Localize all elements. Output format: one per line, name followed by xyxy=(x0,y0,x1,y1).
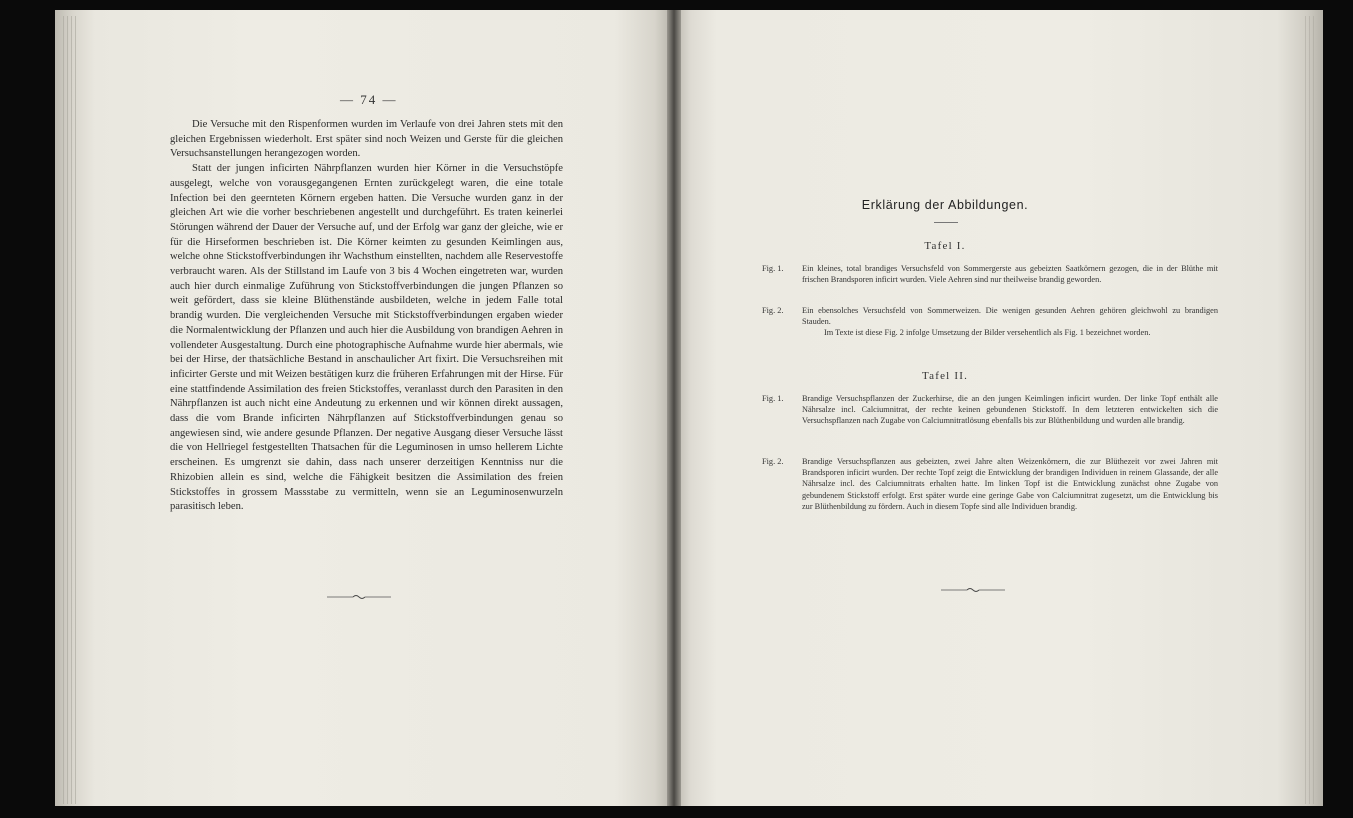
page-number: — 74 — xyxy=(340,92,398,107)
figure-label: Fig. 2. xyxy=(762,457,784,466)
plate-1-figure-2 xyxy=(762,305,1218,339)
left-body-text xyxy=(170,118,563,515)
end-ornament-left xyxy=(327,594,391,600)
figure-caption-note: Im Texte ist diese Fig. 2 infolge Umsetzung der Bilder versehentlich als Fig. 1 bezeichnet worden. xyxy=(824,328,1151,338)
end-ornament-right xyxy=(941,587,1005,593)
figure-caption: Ein kleines, total brandiges Versuchsfeld von Sommergerste aus gebeizten Saatkörnern gezogen, die in der Blüthe mit frischen Brandsporen inficirt wurden. Viele Aehren sind nur theilweise brandig geworden. xyxy=(802,264,1218,285)
heading-rule xyxy=(934,222,958,223)
explanation-heading: Erklärung der Abbildungen. xyxy=(861,198,1029,212)
page-edges-right xyxy=(1305,16,1317,804)
plate-title-2: Tafel II. xyxy=(921,370,969,382)
figure-label: Fig. 2. xyxy=(762,306,784,315)
book-gutter xyxy=(667,10,681,806)
plate-1-figure-1 xyxy=(762,263,1218,285)
paragraph-2: Statt der jungen inficirten Nährpflanzen wurden hier Körner in die Versuchstöpfe ausgelegt, welche von vorausgegangenen Ernten zurückgelegt waren, die eine totale Infection bei den geernteten Körnern ergeben hatten. Die Versuche wurden ganz in der gleichen Art wie die vorher beschriebenen angestellt und durchgeführt. Es traten keinerlei Störungen während der Dauer der Versuche auf, und der Erfolg war ganz der gleiche, wie er für die Hirseformen beschrieben ist. Die Körner keimten zu gesunden Keimlingen aus, welche ohne Stickstoffverbindungen ihr Wachsthum einstellten, nachdem alle Reservestoffe verbraucht waren. Als der Stillstand im Laufe von 3 bis 4 Wochen eingetreten war, wurden auch hier durch einmalige Zuführung von Stickstoffverbindungen die jungen Pflanzen so weit gefördert, dass sie kleine Blüthenstände ausbildeten, welche in jedem Falle total brandig wurden. Die vergleichenden Versuche mit Stickstoffverbindungen ergaben wieder die Normalentwicklung der Pflanzen und auch hier die Ausbildung von brandigen Aehren in vollendeter Ausgestaltung. Durch eine photographische Aufnahme wurde hier abermals, wie bei der Hirse, der thatsächliche Bestand in anschaulicher Art fixirt. Die Versuchsreihen mit inficirter Gerste und mit Weizen bestätigen kurz die früheren Erfahrungen mit der Hirse. Für eine stattfindende Assimilation des freien Stickstoffes, veranlasst durch den Parasiten in den Nährpflanzen ist auch nicht eine Andeutung zu erkennen und wir können direkt aussagen, dass die vom Brande inficirten Nährpflanzen auf Stickstoffverbindungen genau so angewiesen sind, wie andere gesunde Pflanzen. Der negative Ausgang dieser Versuche lässt die von Hellriegel festgestellten Thatsachen für die Leguminosen in umso hellerem Lichte erscheinen. Es umgrenzt sie dahin, dass nach unserer derzeitigen Kenntniss nur die Rhizobien allein es sind, welche die Fähigkeit besitzen die Assimilation des freien Stickstoffes in grossem Massstabe zu vermitteln, wenn sie an Leguminosenwurzeln parasitisch leben. xyxy=(170,163,563,513)
figure-label: Fig. 1. xyxy=(762,264,784,273)
page-edges-left xyxy=(63,16,79,804)
figure-caption: Brandige Versuchspflanzen der Zuckerhirse, die an den jungen Keimlingen inficirt wurden. Der linke Topf enthält alle Nährsalze incl. Calciumnitrat, der rechte keinen gebundenen Stickstoff. In dem letzteren entwickelten sich die Versuchspflanzen nach Zugabe von Calciumnitratlösung ebenfalls bis zur Blüthenbildung und wurden alle brandig. xyxy=(802,394,1218,426)
paragraph-1: Die Versuche mit den Rispenformen wurden im Verlaufe von drei Jahren stets mit den gleichen Ergebnissen wiederholt. Erst später sind noch Weizen und Gerste für die gleichen Versuchsanstellungen herangezogen worden. xyxy=(170,119,563,160)
plate-title-1: Tafel I. xyxy=(924,240,966,252)
plate-2-figure-2 xyxy=(762,456,1218,512)
figure-caption: Brandige Versuchspflanzen aus gebeizten, zwei Jahre alten Weizenkörnern, die zur Blüthezeit vor zwei Jahren mit Brandsporen inficirt wurden. Der rechte Topf zeigt die Entwicklung der brandigen Individuen in reinem Glassande, der alle Nährsalze incl. des Calciumnitrats erhalten hatte. Im linken Topf ist die Entwicklung zunächst ohne Zugabe von gebundenem Stickstoff erfolgt. Erst später wurde eine geringe Gabe von Calciumnitrat zugesetzt, um die Entwicklung bis zur Blüthenbildung zu fördern. Auch in diesem Topfe sind alle Individuen brandig. xyxy=(802,457,1218,511)
plate-2-figure-1 xyxy=(762,393,1218,427)
figure-caption: Ein ebensolches Versuchsfeld von Sommerweizen. Die wenigen gesunden Aehren gehören gleichwohl zu brandigen Stauden. xyxy=(802,306,1218,327)
figure-label: Fig. 1. xyxy=(762,394,784,403)
